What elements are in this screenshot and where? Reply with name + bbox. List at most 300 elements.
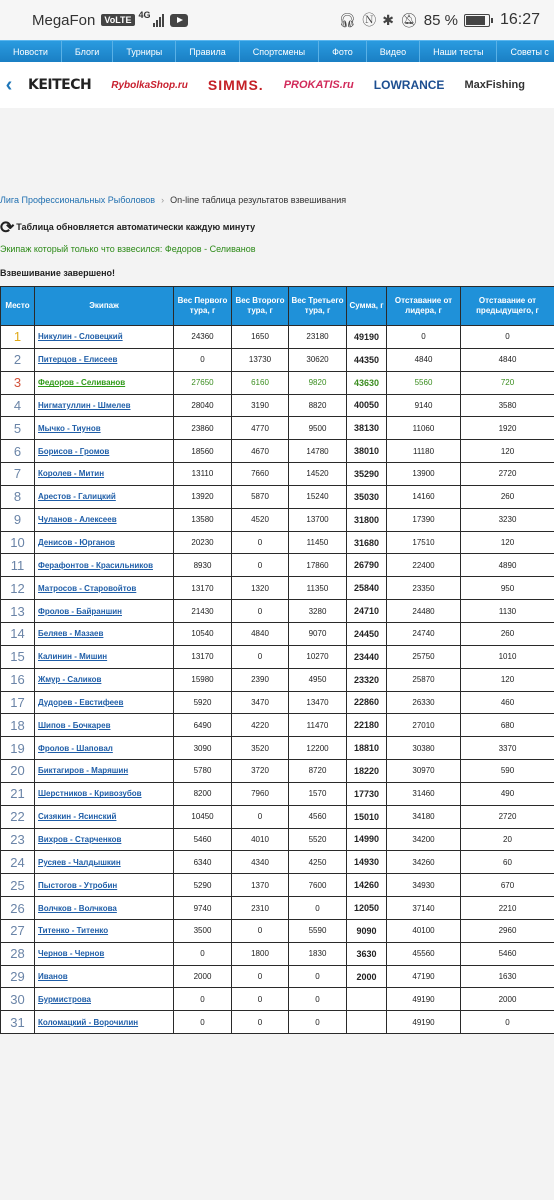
t3-cell: 30620 (289, 348, 347, 371)
place-cell: 27 (1, 919, 35, 942)
table-row (1, 371, 554, 394)
signal-icon (153, 13, 164, 27)
main-nav (0, 40, 554, 62)
table-row (1, 851, 554, 874)
breadcrumb-home-link[interactable]: Лига Профессиональных Рыболовов (0, 195, 156, 205)
team-cell (35, 965, 174, 988)
sum-cell: 40050 (347, 394, 387, 417)
table-row (1, 874, 554, 897)
t1-cell: 15980 (174, 668, 232, 691)
breadcrumb-separator: › (161, 195, 165, 205)
sum-cell: 14260 (347, 874, 387, 897)
place-cell: 20 (1, 760, 35, 783)
sum-cell: 23440 (347, 645, 387, 668)
gap-prev-cell: 1920 (461, 417, 554, 440)
place-cell: 11 (1, 554, 35, 577)
sponsor-prokatis-logo[interactable]: PROKATIS.ru (283, 79, 354, 91)
t3-cell: 0 (289, 897, 347, 920)
t1-cell: 28040 (174, 394, 232, 417)
table-row (1, 897, 554, 920)
gap-prev-cell: 950 (461, 577, 554, 600)
table-row (1, 622, 554, 645)
nav-item[interactable]: Турниры (113, 41, 176, 63)
sponsor-keitech-logo[interactable]: KEITECH (28, 77, 92, 93)
table-row (1, 554, 554, 577)
results-table (0, 286, 554, 1034)
t2-cell: 4840 (232, 622, 289, 645)
team-cell (35, 874, 174, 897)
column-header: Отставание от предыдущего, г (461, 287, 554, 326)
place-cell: 21 (1, 782, 35, 805)
table-row (1, 805, 554, 828)
sum-cell: 15010 (347, 805, 387, 828)
sum-cell: 35290 (347, 463, 387, 486)
t3-cell: 3280 (289, 600, 347, 623)
table-row (1, 919, 554, 942)
sum-cell: 38130 (347, 417, 387, 440)
team-cell (35, 508, 174, 531)
gap-leader-cell: 17390 (387, 508, 461, 531)
t2-cell: 0 (232, 988, 289, 1011)
team-link[interactable]: Пыстогов - Утробин (38, 880, 118, 890)
place-cell: 13 (1, 600, 35, 623)
table-row (1, 691, 554, 714)
t2-cell: 1320 (232, 577, 289, 600)
sponsor-rybolkashop-logo[interactable]: RybolkaShop.ru (111, 79, 188, 91)
gap-prev-cell: 260 (461, 622, 554, 645)
t3-cell: 9820 (289, 371, 347, 394)
gap-leader-cell: 34260 (387, 851, 461, 874)
team-cell (35, 600, 174, 623)
t1-cell: 3090 (174, 737, 232, 760)
team-cell (35, 440, 174, 463)
network-type: 4G (138, 10, 151, 20)
gap-leader-cell: 17510 (387, 531, 461, 554)
column-header: Вес Первого тура, г (174, 287, 232, 326)
team-link[interactable]: Королев - Митин (38, 469, 105, 479)
sum-cell: 35030 (347, 485, 387, 508)
team-cell (35, 988, 174, 1011)
team-cell (35, 805, 174, 828)
sum-cell: 49190 (347, 326, 387, 349)
t3-cell: 13470 (289, 691, 347, 714)
t1-cell: 5780 (174, 760, 232, 783)
column-header: Вес Третьего тура, г (289, 287, 347, 326)
gap-leader-cell: 9140 (387, 394, 461, 417)
place-cell: 25 (1, 874, 35, 897)
nav-item[interactable]: Советы с (497, 41, 554, 63)
volte-badge: VoLTE (101, 14, 134, 26)
t1-cell: 13170 (174, 577, 232, 600)
t1-cell: 6490 (174, 714, 232, 737)
team-link[interactable]: Ферафонтов - Красильников (38, 560, 153, 570)
place-cell: 22 (1, 805, 35, 828)
table-row (1, 828, 554, 851)
t3-cell: 14520 (289, 463, 347, 486)
table-row (1, 463, 554, 486)
gap-prev-cell: 4840 (461, 348, 554, 371)
sum-cell: 3630 (347, 942, 387, 965)
table-row (1, 508, 554, 531)
place-cell: 9 (1, 508, 35, 531)
place-cell: 6 (1, 440, 35, 463)
t1-cell: 5920 (174, 691, 232, 714)
table-row (1, 782, 554, 805)
gap-leader-cell: 24740 (387, 622, 461, 645)
sum-cell: 14990 (347, 828, 387, 851)
place-cell: 14 (1, 622, 35, 645)
clock: 16:27 (499, 11, 540, 28)
headphones-icon: 🎧︎ (338, 11, 357, 28)
t2-cell: 6160 (232, 371, 289, 394)
gap-leader-cell: 11060 (387, 417, 461, 440)
table-row (1, 737, 554, 760)
t2-cell: 4220 (232, 714, 289, 737)
team-cell (35, 897, 174, 920)
team-cell (35, 942, 174, 965)
table-row (1, 348, 554, 371)
table-row (1, 988, 554, 1011)
gap-leader-cell: 34200 (387, 828, 461, 851)
gap-prev-cell: 1630 (461, 965, 554, 988)
gap-leader-cell: 25750 (387, 645, 461, 668)
team-cell (35, 851, 174, 874)
place-cell: 8 (1, 485, 35, 508)
gap-leader-cell: 22400 (387, 554, 461, 577)
t1-cell: 23860 (174, 417, 232, 440)
gap-leader-cell: 4840 (387, 348, 461, 371)
t1-cell: 9740 (174, 897, 232, 920)
column-header: Экипаж (35, 287, 174, 326)
nav-item[interactable]: Правила (176, 41, 240, 63)
team-link[interactable]: Федоров - Селиванов (38, 378, 126, 388)
gap-prev-cell: 460 (461, 691, 554, 714)
nav-item[interactable]: Наши тесты (420, 41, 497, 63)
team-cell (35, 577, 174, 600)
team-link[interactable]: Арестов - Галицкий (38, 492, 116, 502)
t1-cell: 6340 (174, 851, 232, 874)
nav-item[interactable]: Новости (0, 41, 62, 63)
gap-prev-cell: 2960 (461, 919, 554, 942)
t3-cell: 11470 (289, 714, 347, 737)
team-link[interactable]: Биктагиров - Маряшин (38, 766, 129, 776)
team-cell (35, 691, 174, 714)
team-link[interactable]: Нигматуллин - Шмелев (38, 400, 131, 410)
gap-leader-cell: 11180 (387, 440, 461, 463)
gap-prev-cell: 0 (461, 326, 554, 349)
t2-cell: 4670 (232, 440, 289, 463)
team-link[interactable]: Фролов - Шаповал (38, 743, 113, 753)
table-row (1, 668, 554, 691)
sum-cell: 2000 (347, 965, 387, 988)
place-cell: 18 (1, 714, 35, 737)
t3-cell: 15240 (289, 485, 347, 508)
gap-prev-cell: 20 (461, 828, 554, 851)
gap-prev-cell: 260 (461, 485, 554, 508)
t1-cell: 10540 (174, 622, 232, 645)
column-header: Сумма, г (347, 287, 387, 326)
t3-cell: 1830 (289, 942, 347, 965)
t1-cell: 13110 (174, 463, 232, 486)
battery-icon (464, 14, 490, 27)
column-header: Место (1, 287, 35, 326)
t3-cell: 7600 (289, 874, 347, 897)
team-link[interactable]: Калинин - Мишин (38, 652, 108, 662)
t3-cell: 12200 (289, 737, 347, 760)
t3-cell: 23180 (289, 326, 347, 349)
t1-cell: 18560 (174, 440, 232, 463)
gap-leader-cell: 30380 (387, 737, 461, 760)
carrier-name: MegaFon (32, 11, 96, 29)
t1-cell: 13920 (174, 485, 232, 508)
t3-cell: 10270 (289, 645, 347, 668)
t3-cell: 0 (289, 1011, 347, 1034)
t2-cell: 13730 (232, 348, 289, 371)
sum-cell: 9090 (347, 919, 387, 942)
sponsor-carousel (0, 62, 554, 108)
table-row (1, 600, 554, 623)
place-cell: 29 (1, 965, 35, 988)
gap-prev-cell: 5460 (461, 942, 554, 965)
place-cell: 2 (1, 348, 35, 371)
place-cell: 30 (1, 988, 35, 1011)
t1-cell: 8930 (174, 554, 232, 577)
carousel-prev-icon[interactable]: ‹ (5, 73, 13, 96)
t2-cell: 0 (232, 1011, 289, 1034)
team-cell (35, 645, 174, 668)
t1-cell: 21430 (174, 600, 232, 623)
t2-cell: 2310 (232, 897, 289, 920)
column-header: Отставание от лидера, г (387, 287, 461, 326)
sum-cell: 22180 (347, 714, 387, 737)
sum-cell: 38010 (347, 440, 387, 463)
team-link[interactable]: Бурмистрова (38, 994, 92, 1004)
team-link[interactable]: Матросов - Старовойтов (38, 583, 137, 593)
team-link[interactable]: Беляев - Мазаев (38, 629, 104, 639)
nav-item[interactable]: Видео (367, 41, 420, 63)
table-row (1, 645, 554, 668)
team-cell (35, 668, 174, 691)
sponsor-lowrance-logo[interactable]: LOWRANCE (373, 78, 445, 92)
gap-leader-cell: 37140 (387, 897, 461, 920)
team-link[interactable]: Шипов - Бочкарев (38, 720, 111, 730)
team-link[interactable]: Питерцов - Елисеев (38, 355, 118, 365)
team-cell (35, 714, 174, 737)
team-link[interactable]: Борисов - Громов (38, 446, 110, 456)
team-cell (35, 394, 174, 417)
team-link[interactable]: Мычко - Тиунов (38, 423, 101, 433)
team-link[interactable]: Шерстников - Кривозубов (38, 789, 142, 799)
team-link[interactable]: Иванов (38, 972, 68, 982)
gap-leader-cell: 14160 (387, 485, 461, 508)
place-cell: 12 (1, 577, 35, 600)
sum-cell: 12050 (347, 897, 387, 920)
gap-leader-cell: 25870 (387, 668, 461, 691)
sum-cell: 31680 (347, 531, 387, 554)
t1-cell: 10450 (174, 805, 232, 828)
place-cell: 4 (1, 394, 35, 417)
place-cell: 24 (1, 851, 35, 874)
team-link[interactable]: Фролов - Байраншин (38, 606, 122, 616)
gap-leader-cell: 40100 (387, 919, 461, 942)
t3-cell: 5590 (289, 919, 347, 942)
team-link[interactable]: Вихров - Старченков (38, 834, 122, 844)
nav-item[interactable]: Блоги (62, 41, 113, 63)
gap-prev-cell: 3230 (461, 508, 554, 531)
t2-cell: 0 (232, 919, 289, 942)
nfc-icon: Ⓝ (362, 12, 377, 28)
t2-cell: 3520 (232, 737, 289, 760)
gap-prev-cell: 720 (461, 371, 554, 394)
gap-prev-cell: 2720 (461, 805, 554, 828)
gap-prev-cell: 4890 (461, 554, 554, 577)
sum-cell: 24710 (347, 600, 387, 623)
team-link[interactable]: Дудорев - Евстифеев (38, 697, 124, 707)
auto-refresh-note (0, 219, 554, 235)
place-cell: 23 (1, 828, 35, 851)
t3-cell: 8820 (289, 394, 347, 417)
t3-cell: 4560 (289, 805, 347, 828)
team-link[interactable]: Титенко - Титенко (38, 926, 109, 936)
t1-cell: 27650 (174, 371, 232, 394)
team-link[interactable]: Денисов - Юрганов (38, 538, 115, 548)
gap-leader-cell: 45560 (387, 942, 461, 965)
refresh-text: Таблица обновляется автоматически каждую минуту (16, 222, 256, 232)
gap-prev-cell: 3580 (461, 394, 554, 417)
t1-cell: 0 (174, 988, 232, 1011)
t3-cell: 1570 (289, 782, 347, 805)
t1-cell: 8200 (174, 782, 232, 805)
sum-cell: 23320 (347, 668, 387, 691)
t2-cell: 0 (232, 554, 289, 577)
sum-cell: 31800 (347, 508, 387, 531)
t1-cell: 3500 (174, 919, 232, 942)
battery-percent: 85 % (423, 11, 458, 29)
sum-cell: 44350 (347, 348, 387, 371)
t3-cell: 8720 (289, 760, 347, 783)
t3-cell: 4250 (289, 851, 347, 874)
sum-cell: 43630 (347, 371, 387, 394)
t1-cell: 13580 (174, 508, 232, 531)
t2-cell: 0 (232, 805, 289, 828)
t2-cell: 3720 (232, 760, 289, 783)
t2-cell: 1800 (232, 942, 289, 965)
t1-cell: 5290 (174, 874, 232, 897)
place-cell: 26 (1, 897, 35, 920)
place-cell: 19 (1, 737, 35, 760)
place-cell: 16 (1, 668, 35, 691)
nav-item[interactable]: Фото (319, 41, 367, 63)
table-row (1, 760, 554, 783)
gap-leader-cell: 5560 (387, 371, 461, 394)
t2-cell: 3470 (232, 691, 289, 714)
t2-cell: 2390 (232, 668, 289, 691)
table-row (1, 531, 554, 554)
gap-leader-cell: 24480 (387, 600, 461, 623)
t3-cell: 17860 (289, 554, 347, 577)
place-cell: 1 (1, 326, 35, 349)
team-link[interactable]: Русяев - Чалдышкин (38, 857, 121, 867)
gap-leader-cell: 47190 (387, 965, 461, 988)
sponsor-simms-logo[interactable]: SIMMS. (207, 77, 264, 93)
t3-cell: 5520 (289, 828, 347, 851)
sum-cell: 17730 (347, 782, 387, 805)
team-link[interactable]: Жмур - Саликов (38, 675, 102, 685)
table-header-row (1, 287, 554, 326)
team-cell (35, 417, 174, 440)
t1-cell: 13170 (174, 645, 232, 668)
team-link[interactable]: Чуланов - Алексеев (38, 515, 117, 525)
team-link[interactable]: Чернов - Чернов (38, 949, 105, 959)
gap-leader-cell: 31460 (387, 782, 461, 805)
table-row (1, 942, 554, 965)
table-row (1, 577, 554, 600)
bluetooth-icon: ✱ (382, 11, 394, 28)
t1-cell: 2000 (174, 965, 232, 988)
team-cell (35, 348, 174, 371)
gap-prev-cell: 2000 (461, 988, 554, 1011)
weighing-status: Взвешивание завершено! (0, 268, 116, 278)
gap-leader-cell: 34180 (387, 805, 461, 828)
gap-leader-cell: 34930 (387, 874, 461, 897)
team-link[interactable]: Сизякин - Ясинский (38, 812, 117, 822)
team-cell (35, 371, 174, 394)
place-cell: 5 (1, 417, 35, 440)
gap-leader-cell: 49190 (387, 1011, 461, 1034)
sponsor-maxfishing-logo[interactable]: MaxFishing (464, 79, 525, 91)
team-link[interactable]: Волчков - Волчкова (38, 903, 117, 913)
nav-item[interactable]: Спортсмены (240, 41, 319, 63)
t1-cell: 5460 (174, 828, 232, 851)
place-cell: 10 (1, 531, 35, 554)
t3-cell: 11350 (289, 577, 347, 600)
last-weighed-crew: Экипаж который только что взвесился: Федоров - Селиванов (0, 244, 256, 254)
place-cell: 3 (1, 371, 35, 394)
gap-prev-cell: 2210 (461, 897, 554, 920)
team-cell (35, 828, 174, 851)
sum-cell: 26790 (347, 554, 387, 577)
sum-cell (347, 1011, 387, 1034)
table-row (1, 714, 554, 737)
gap-leader-cell: 30970 (387, 760, 461, 783)
column-header: Вес Второго тура, г (232, 287, 289, 326)
t3-cell: 0 (289, 988, 347, 1011)
team-cell (35, 554, 174, 577)
t2-cell: 0 (232, 965, 289, 988)
sum-cell: 18220 (347, 760, 387, 783)
t2-cell: 0 (232, 645, 289, 668)
team-link[interactable]: Коломацкий - Ворочилин (38, 1017, 139, 1027)
gap-prev-cell: 120 (461, 440, 554, 463)
place-cell: 28 (1, 942, 35, 965)
gap-prev-cell: 60 (461, 851, 554, 874)
gap-leader-cell: 49190 (387, 988, 461, 1011)
gap-prev-cell: 1130 (461, 600, 554, 623)
gap-leader-cell: 13900 (387, 463, 461, 486)
gap-leader-cell: 0 (387, 326, 461, 349)
team-cell (35, 760, 174, 783)
gap-prev-cell: 1010 (461, 645, 554, 668)
team-cell (35, 326, 174, 349)
t2-cell: 4010 (232, 828, 289, 851)
t2-cell: 5870 (232, 485, 289, 508)
t2-cell: 1370 (232, 874, 289, 897)
gap-prev-cell: 120 (461, 668, 554, 691)
table-row (1, 394, 554, 417)
team-cell (35, 1011, 174, 1034)
team-link[interactable]: Никулин - Словецкий (38, 332, 123, 342)
sum-cell: 24450 (347, 622, 387, 645)
